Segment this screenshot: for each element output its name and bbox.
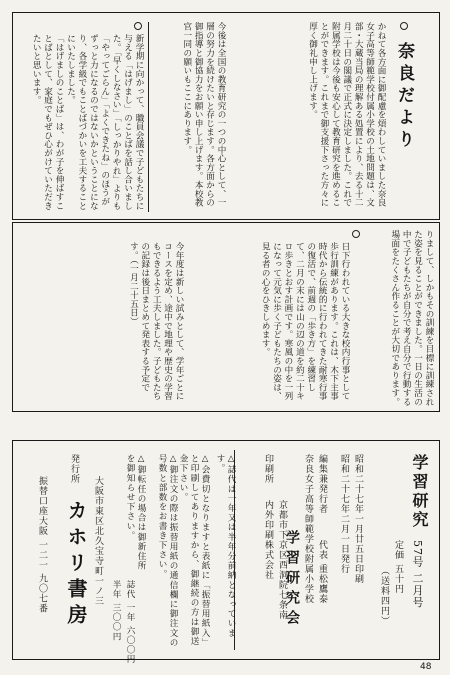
publisher-role: 発行所 bbox=[69, 454, 79, 484]
subscription-1: 誌代 一年 六〇〇円 bbox=[125, 580, 135, 665]
publisher-address: 大阪市東区北久宝寺町一ノ三 bbox=[93, 476, 103, 606]
magazine-name: 学習研究 bbox=[410, 454, 429, 530]
circle-marker bbox=[400, 22, 408, 30]
print-date: 昭和二十七年一月廿五日印刷 bbox=[353, 454, 363, 584]
editor-org: 奈良女子高等師範学校附属小学校 bbox=[303, 454, 313, 604]
printer-name: 内外印刷株式会社 bbox=[263, 500, 273, 580]
top-right-text-2: 今後は全国の教育研究の一つの中心として、一層の努力を続けたいと存じます。各方面からの御指導と御協力をお願い申し上げます。本校教官一同の願いもここにあります。 bbox=[181, 22, 226, 207]
top-right-text: かねて各方面に御配慮を煩わしていました奈良女子高等師範学校付属小学校の土地問題は、文部・大蔵当局の理解ある処置により、去る十二月二十日の閣議で正式に決定しました。これで附属学校は今後も安心して教育研究を進めることができます。これまで御支援下さった方々に厚く御礼申し上げます。 bbox=[307, 22, 386, 207]
notice-2: △会費切となりますと表紙に「振替用紙入」と印刷してありますから、御継続の方は御送金下さい。 bbox=[178, 454, 210, 648]
issue-date: 昭和二十七年二月一日発行 bbox=[339, 454, 349, 574]
magazine-postage: （送料四円） bbox=[379, 566, 389, 626]
printer-address: 京都市下京区西洞院七条南 bbox=[277, 500, 287, 620]
circle-marker-2 bbox=[134, 22, 142, 30]
top-left-text-2: 「はげましのことば」は、わが子を伸ばすことばとして、家庭でもぜひ心がけていただきたいと思います。 bbox=[31, 34, 64, 210]
notice-3: △御注文の際は振替用紙の通信欄に御注文の号数と部数をお書き下さい。 bbox=[157, 454, 178, 648]
publisher-account: 振替口座大阪 一二一 九〇七番 bbox=[37, 476, 47, 614]
printer-role: 印刷所 bbox=[263, 454, 273, 484]
subscription-2: 半年 三〇〇円 bbox=[111, 580, 121, 642]
column-title: 奈良だより bbox=[394, 42, 414, 152]
middle-right-text: りまして、しかもその訓練を目標に訓練された姿を見ることができました。一日の生活の中で子どもたちが自分で考え自分で行動する場面をたくさん作ることが大切であります。 bbox=[389, 230, 434, 406]
issuer-name: 学習研究会 bbox=[284, 530, 300, 630]
notice-4: △御転任の場合は御新住所を御知らせ下さい。 bbox=[125, 454, 146, 571]
editor-name: 代表 重松鷹泰 bbox=[317, 540, 327, 604]
notice-1: △誌代は一年又は半年分前納となっています。 bbox=[215, 454, 236, 638]
middle-left-text-2: 今年度は新しい試みとして、学年ごとにコースを定め、途中で地理や歴史の学習もできるよう工夫しました。子どもたちの記録は後日まとめて発表する予定です。（一月二十五日） bbox=[128, 242, 184, 401]
editor-role: 編集兼発行者 bbox=[317, 454, 327, 514]
circle-marker-3 bbox=[352, 230, 360, 238]
magazine-price: 定価 五十円 bbox=[393, 540, 403, 594]
top-column-divider bbox=[148, 22, 149, 212]
magazine-issue: 57号 二月号 bbox=[411, 540, 424, 609]
publisher-name: カホリ書房 bbox=[64, 500, 88, 630]
middle-left-text: 日下行われている大きな校内行事として歩行訓練があります。これは、木下主事時代から伝統的に行われてきた耐寒行事の復活で、前週の「歩き方」を練習して、二月の末には山の辺の道を約二十キロ歩きとおす計画です。寒風の中を一列になって元気に歩く子どもたちの姿は、見る者の心をひきしめます。 bbox=[260, 242, 350, 401]
top-left-text: 新学期に向かって、職員会議で子どもたちに与える「はげまし」のことばを話し合いました。「早くしなさい」「しっかりやれ」よりも「やってごらん」「よくできたね」のほうがずっと力になるのではないかということになり、各学級でもことばづかいを工夫することにいたしました。 bbox=[65, 34, 144, 211]
page-number: 48 bbox=[420, 662, 432, 672]
